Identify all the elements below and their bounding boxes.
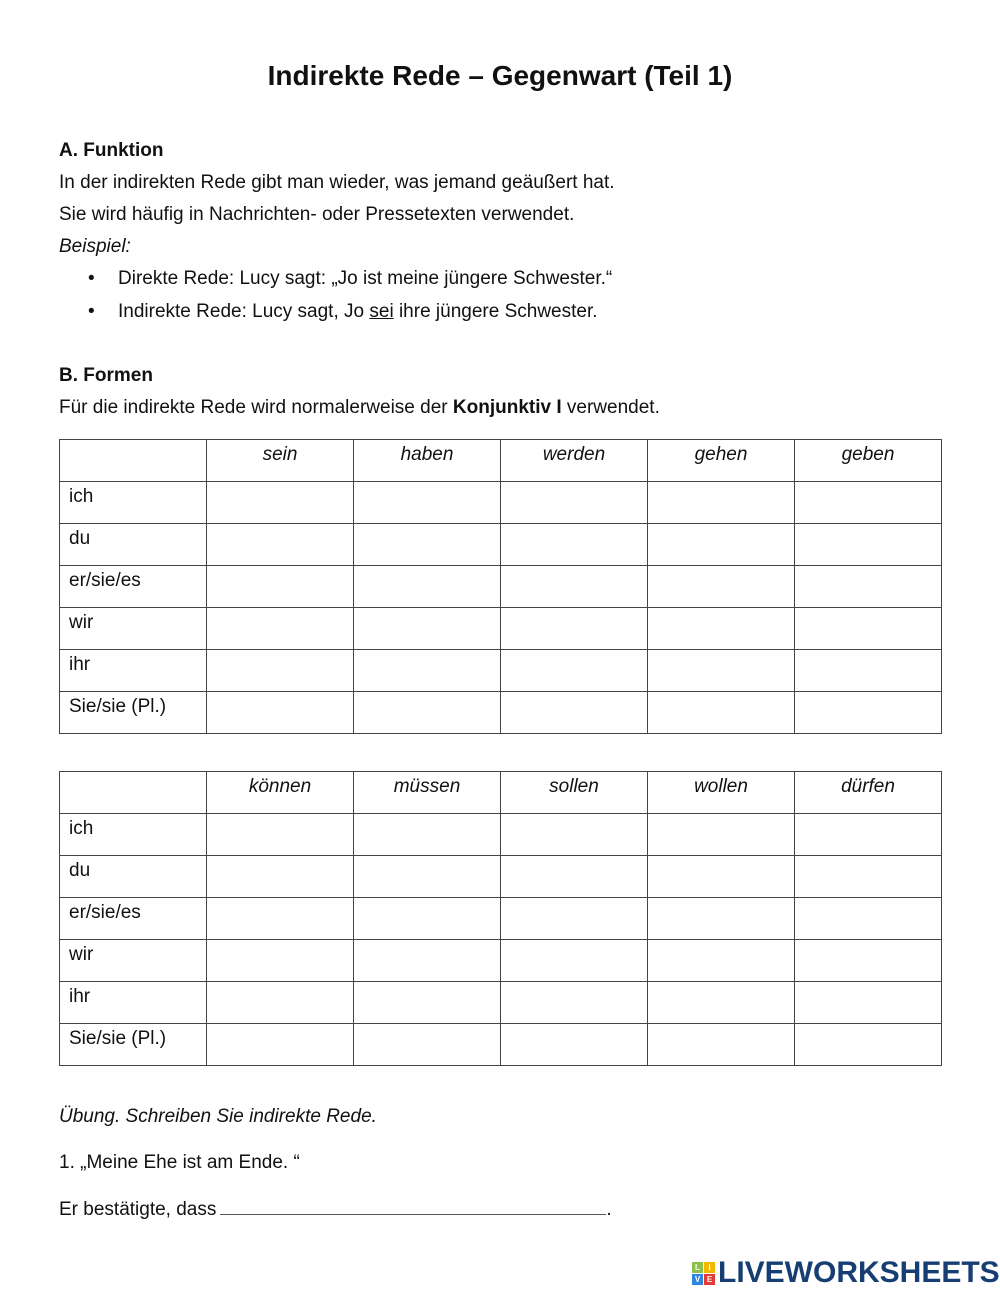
column-header: gehen — [648, 440, 795, 482]
logo-text: LIVEWORKSHEETS — [718, 1256, 1000, 1289]
section-b-heading: B. Formen — [59, 365, 153, 386]
row-label: ich — [60, 814, 207, 856]
answer-cell[interactable] — [795, 1024, 942, 1066]
corner-cell — [60, 772, 207, 814]
column-header: müssen — [354, 772, 501, 814]
text: verwendet. — [561, 397, 660, 418]
answer-cell[interactable] — [501, 982, 648, 1024]
answer-cell[interactable] — [501, 650, 648, 692]
answer-cell[interactable] — [354, 856, 501, 898]
answer-cell[interactable] — [501, 940, 648, 982]
table-row — [60, 856, 942, 898]
answer-cell[interactable] — [501, 608, 648, 650]
answer-cell[interactable] — [354, 814, 501, 856]
column-header: wollen — [648, 772, 795, 814]
answer-cell[interactable] — [207, 524, 354, 566]
table-row — [60, 650, 942, 692]
answer-cell[interactable] — [207, 856, 354, 898]
answer-cell[interactable] — [648, 566, 795, 608]
row-label: ihr — [60, 982, 207, 1024]
section-a-heading: A. Funktion — [59, 140, 164, 161]
corner-cell — [60, 440, 207, 482]
bullet-icon: • — [88, 268, 95, 289]
answer-cell[interactable] — [795, 566, 942, 608]
answer-cell[interactable] — [795, 650, 942, 692]
answer-cell[interactable] — [354, 608, 501, 650]
text: ihre jüngere Schwester. — [393, 301, 598, 322]
answer-cell[interactable] — [795, 940, 942, 982]
answer-cell[interactable] — [207, 982, 354, 1024]
column-header: können — [207, 772, 354, 814]
header-row — [60, 772, 942, 814]
answer-cell[interactable] — [795, 482, 942, 524]
logo-letter: I — [704, 1262, 715, 1273]
table-row — [60, 814, 942, 856]
logo-letter: V — [692, 1274, 703, 1285]
answer-input[interactable] — [220, 1196, 606, 1215]
row-label: Sie/sie (Pl.) — [60, 1024, 207, 1066]
answer-cell[interactable] — [501, 856, 648, 898]
column-header: geben — [795, 440, 942, 482]
answer-cell[interactable] — [501, 692, 648, 734]
answer-cell[interactable] — [354, 692, 501, 734]
column-header: sein — [207, 440, 354, 482]
table-row — [60, 898, 942, 940]
header-row — [60, 440, 942, 482]
logo-icon — [692, 1262, 715, 1285]
table-row — [60, 524, 942, 566]
answer-cell[interactable] — [501, 814, 648, 856]
paragraph — [59, 397, 660, 419]
column-header: werden — [501, 440, 648, 482]
text: Er bestätigte, dass — [59, 1199, 217, 1220]
conjugation-table-1 — [59, 439, 942, 734]
answer-cell[interactable] — [354, 566, 501, 608]
answer-cell[interactable] — [207, 650, 354, 692]
answer-cell[interactable] — [648, 1024, 795, 1066]
table-row — [60, 940, 942, 982]
answer-cell[interactable] — [207, 482, 354, 524]
answer-cell[interactable] — [354, 482, 501, 524]
text: . — [606, 1199, 612, 1220]
answer-cell[interactable] — [501, 524, 648, 566]
answer-cell[interactable] — [501, 898, 648, 940]
answer-cell[interactable] — [207, 1024, 354, 1066]
answer-cell[interactable] — [648, 814, 795, 856]
answer-cell[interactable] — [795, 524, 942, 566]
answer-cell[interactable] — [354, 940, 501, 982]
liveworksheets-logo — [692, 1256, 1000, 1290]
answer-cell[interactable] — [795, 608, 942, 650]
row-label: du — [60, 524, 207, 566]
answer-cell[interactable] — [648, 650, 795, 692]
answer-cell[interactable] — [795, 898, 942, 940]
table-row — [60, 692, 942, 734]
answer-cell[interactable] — [795, 814, 942, 856]
answer-cell[interactable] — [648, 608, 795, 650]
answer-cell[interactable] — [354, 982, 501, 1024]
answer-cell[interactable] — [501, 1024, 648, 1066]
column-header: dürfen — [795, 772, 942, 814]
example-label: Beispiel: — [59, 236, 131, 257]
answer-cell[interactable] — [648, 692, 795, 734]
answer-cell[interactable] — [795, 856, 942, 898]
text: Für die indirekte Rede wird normalerweise der — [59, 397, 453, 418]
answer-cell[interactable] — [207, 692, 354, 734]
exercise-item-1: 1. „Meine Ehe ist am Ende. “ — [59, 1152, 300, 1173]
answer-cell[interactable] — [648, 482, 795, 524]
answer-cell[interactable] — [354, 898, 501, 940]
logo-letter: E — [704, 1274, 715, 1285]
bullet-icon: • — [88, 301, 95, 322]
row-label: wir — [60, 608, 207, 650]
table-row — [60, 566, 942, 608]
answer-cell[interactable] — [648, 940, 795, 982]
answer-cell[interactable] — [207, 940, 354, 982]
row-label: ihr — [60, 650, 207, 692]
answer-cell[interactable] — [795, 692, 942, 734]
answer-cell[interactable] — [648, 856, 795, 898]
row-label: du — [60, 856, 207, 898]
exercise-title: Übung. Schreiben Sie indirekte Rede. — [59, 1106, 377, 1127]
answer-cell[interactable] — [501, 566, 648, 608]
table-row — [60, 482, 942, 524]
answer-line — [59, 1196, 612, 1221]
paragraph: In der indirekten Rede gibt man wieder, was jemand geäußert hat. — [59, 172, 615, 193]
answer-cell[interactable] — [795, 982, 942, 1024]
answer-cell[interactable] — [648, 982, 795, 1024]
answer-cell[interactable] — [648, 898, 795, 940]
answer-cell[interactable] — [207, 566, 354, 608]
column-header: haben — [354, 440, 501, 482]
bullet-indirect — [118, 301, 598, 323]
column-header: sollen — [501, 772, 648, 814]
answer-cell[interactable] — [207, 898, 354, 940]
answer-cell[interactable] — [501, 482, 648, 524]
answer-cell[interactable] — [354, 650, 501, 692]
answer-cell[interactable] — [207, 814, 354, 856]
page-title: Indirekte Rede – Gegenwart (Teil 1) — [267, 60, 733, 91]
answer-cell[interactable] — [207, 608, 354, 650]
row-label: er/sie/es — [60, 566, 207, 608]
table-row — [60, 1024, 942, 1066]
table-row — [60, 608, 942, 650]
logo-letter: L — [692, 1262, 703, 1273]
answer-cell[interactable] — [648, 524, 795, 566]
row-label: er/sie/es — [60, 898, 207, 940]
row-label: ich — [60, 482, 207, 524]
bullet-direct: Direkte Rede: Lucy sagt: „Jo ist meine jüngere Schwester.“ — [118, 268, 613, 289]
underlined-word: sei — [369, 301, 394, 322]
row-label: wir — [60, 940, 207, 982]
bold-term: Konjunktiv I — [452, 397, 562, 418]
table-row — [60, 982, 942, 1024]
conjugation-table-2 — [59, 771, 942, 1066]
answer-cell[interactable] — [354, 1024, 501, 1066]
row-label: Sie/sie (Pl.) — [60, 692, 207, 734]
text: Indirekte Rede: Lucy sagt, Jo — [118, 301, 370, 322]
paragraph: Sie wird häufig in Nachrichten- oder Pressetexten verwendet. — [59, 204, 575, 225]
answer-cell[interactable] — [354, 524, 501, 566]
